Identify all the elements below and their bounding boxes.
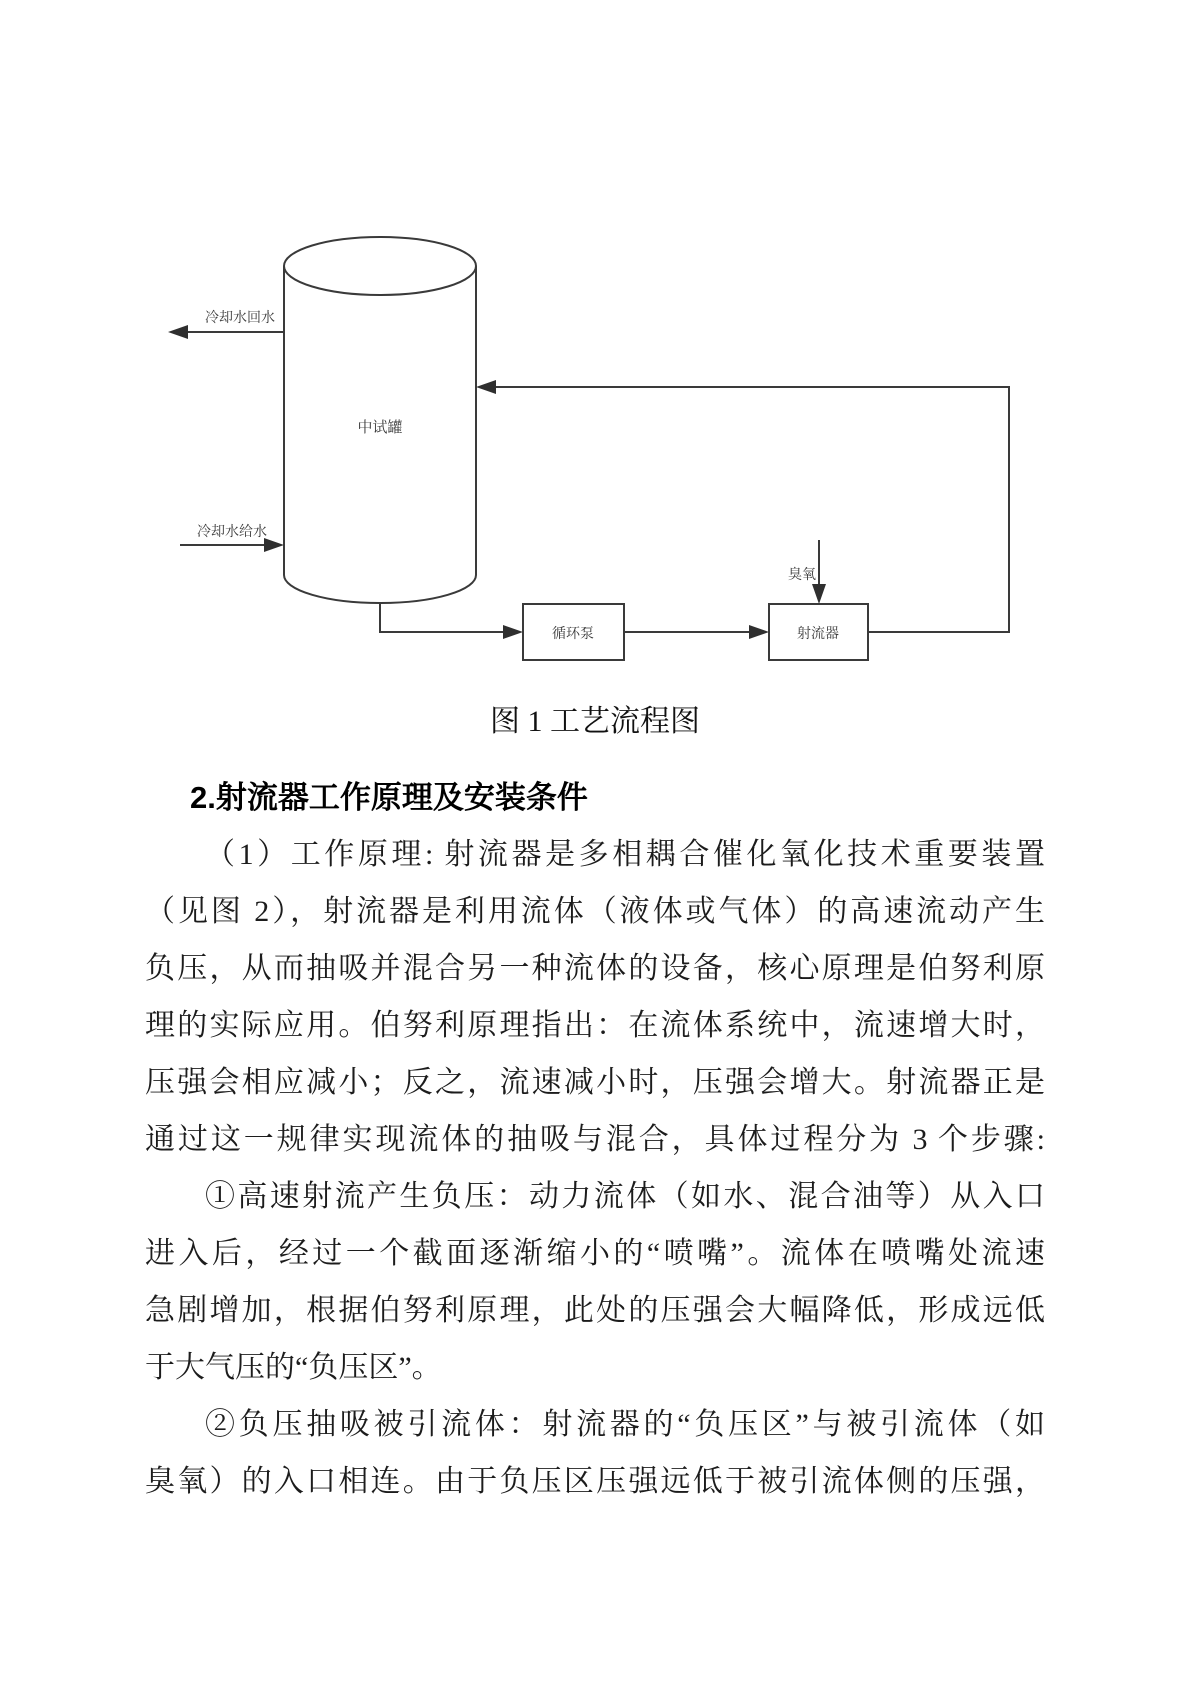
arrowhead-right — [264, 538, 284, 552]
arrowhead-down — [812, 584, 826, 604]
cooling-return-arrow — [168, 309, 284, 339]
body-text — [145, 769, 1045, 1510]
cooling-supply-arrow — [180, 523, 284, 552]
jet-label: 射流器 — [797, 625, 839, 641]
body-line: ①高速射流产生负压：动力流体（如水、混合油等）从入口 — [205, 1180, 1045, 1213]
cooling-return-label: 冷却水回水 — [205, 309, 275, 325]
tank-shape — [284, 237, 476, 603]
body-line: 急剧增加，根据伯努利原理，此处的压强会大幅降低，形成远低 — [145, 1294, 1045, 1327]
pump-label: 循环泵 — [552, 625, 594, 641]
body-line: 于大气压的“负压区”。 — [145, 1351, 442, 1384]
process-flow-diagram — [0, 0, 1190, 700]
jet-box — [769, 604, 868, 660]
body-line: 进入后，经过一个截面逐渐缩小的“喷嘴”。流体在喷嘴处流速 — [145, 1237, 1045, 1270]
tank-label: 中试罐 — [357, 419, 403, 436]
tank-to-pump-pipe — [380, 603, 523, 639]
body-line: 压强会相应减小；反之，流速减小时，压强会增大。射流器正是 — [145, 1066, 1045, 1099]
pump-box — [523, 604, 624, 660]
jet-to-tank-return-pipe — [476, 380, 1009, 632]
body-line: 通过这一规律实现流体的抽吸与混合，具体过程分为 3 个步骤: — [145, 1123, 1045, 1156]
body-line: （见图 2），射流器是利用流体（液体或气体）的高速流动产生 — [145, 895, 1045, 928]
arrowhead-right — [749, 625, 769, 639]
ozone-arrow — [788, 540, 826, 604]
arrowhead-right — [503, 625, 523, 639]
arrowhead-left — [168, 325, 188, 339]
body-line: 负压，从而抽吸并混合另一种流体的设备，核心原理是伯努利原 — [145, 952, 1045, 985]
body-line: 臭氧）的入口相连。由于负压区压强远低于被引流体侧的压强， — [145, 1465, 1045, 1498]
body-line: 理的实际应用。伯努利原理指出：在流体系统中，流速增大时， — [145, 1009, 1045, 1042]
ozone-label: 臭氧 — [788, 566, 816, 582]
pump-to-jet-pipe — [624, 625, 769, 639]
body-line: （1）工作原理: 射流器是多相耦合催化氧化技术重要装置 — [205, 838, 1045, 871]
cooling-supply-label: 冷却水给水 — [197, 523, 267, 539]
body-line: ②负压抽吸被引流体：射流器的“负压区”与被引流体（如 — [205, 1408, 1045, 1441]
section-heading: 2.射流器工作原理及安装条件 — [190, 780, 588, 815]
arrowhead-left — [476, 380, 496, 394]
figure-caption: 图 1 工艺流程图 — [490, 705, 700, 738]
